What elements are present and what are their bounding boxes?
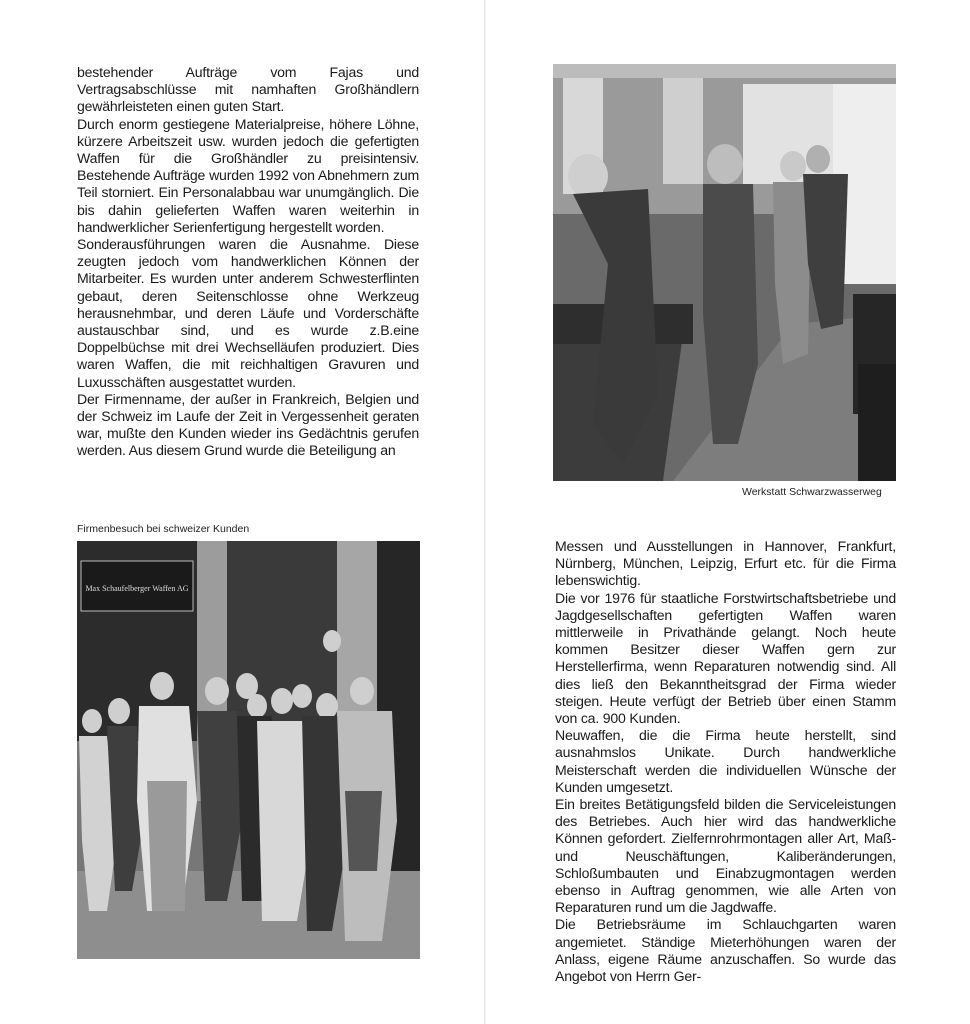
paragraph: Messen und Ausstellungen in Hannover, Frankfurt, Nürnberg, München, Leipzig, Erfurt etc. für die Firma lebenswichtig. (555, 538, 896, 589)
left-column-text (77, 64, 419, 460)
page-fold (484, 0, 486, 1024)
paragraph: Durch enorm gestiegene Materialpreise, höhere Löhne, kürzere Arbeitszeit usw. wurden jedoch die gefertigten Waffen für die Großhändler zu preisintensiv. Bestehende Aufträge wurden 1992 von Abnehmern zum Teil storniert. Ein Personalabbau war unumgänglich. Die bis dahin gelieferten Waffen waren weiterhin in handwerklicher Serienfertigung hergestellt worden. (77, 115, 419, 235)
paragraph: bestehender Aufträge vom Fajas und Vertragsabschlüsse mit namhaften Großhändlern gewährleisteten einen guten Start. (77, 64, 419, 115)
workshop-caption: Werkstatt Schwarzwasserweg (742, 486, 882, 498)
shop-sign: Max Schaufelberger Waffen AG (85, 584, 189, 593)
group-photo (77, 541, 420, 959)
paragraph: Neuwaffen, die die Firma heute herstellt, sind ausnahmslos Unikate. Durch handwerkliche Meisterschaft werden die individuellen Wünsche der Kunden umgesetzt. (555, 727, 896, 795)
workshop-photo (553, 64, 896, 481)
visit-caption: Firmenbesuch bei schweizer Kunden (77, 523, 250, 535)
paragraph: Der Firmenname, der außer in Frankreich, Belgien und der Schweiz im Laufe der Zeit in Vergessenheit geraten war, mußte den Kunden wieder ins Gedächtnis gerufen werden. Aus diesem Grund wurde die Beteiligung an (77, 390, 419, 459)
paragraph: Sonderausführungen waren die Ausnahme. Diese zeugten jedoch vom handwerklichen Können der Mitarbeiter. Es wurden unter anderem Schwesterflinten gebaut, deren Seitenschlosse ohne Werkzeug herausnehmbar, und deren Läufe und Vorderschäfte austauschbar sind, und es wurde z.B.eine Doppelbüchse mit drei Wechselläufen produziert. Dies waren Waffen, die mit reichhaltigen Gravuren und Luxusschäften ausgestattet wurden. (77, 236, 419, 390)
right-column-text (555, 538, 896, 985)
paragraph: Die Betriebsräume im Schlauchgarten waren angemietet. Ständige Mieterhöhungen waren der Anlass, eigene Räume anzuschaffen. So wurde das Angebot von Herrn Ger- (555, 916, 896, 985)
paragraph: Ein breites Betätigungsfeld bilden die Serviceleistungen des Betriebes. Auch hier wird das handwerkliche Können gefordert. Zielfernrohrmontagen aller Art, Maß- und Neuschäftungen, Kaliberänderungen, Schloßumbauten und Einabzugmontagen werden ebenso in Auftrag genommen, wie alle Arten von Reparaturen rund um die Jagdwaffe. (555, 796, 896, 916)
paragraph: Die vor 1976 für staatliche Forstwirtschaftsbetriebe und Jagdgesellschaften gefertigten Waffen waren mittlerweile in Privathände gelangt. Noch heute kommen Besitzer dieser Waffen gern zur Herstellerfirma, wenn Reparaturen notwendig sind. All dies ließ den Bekanntheitsgrad der Firma wieder steigen. Heute verfügt der Betrieb über einen Stamm von ca. 900 Kunden. (555, 589, 896, 727)
